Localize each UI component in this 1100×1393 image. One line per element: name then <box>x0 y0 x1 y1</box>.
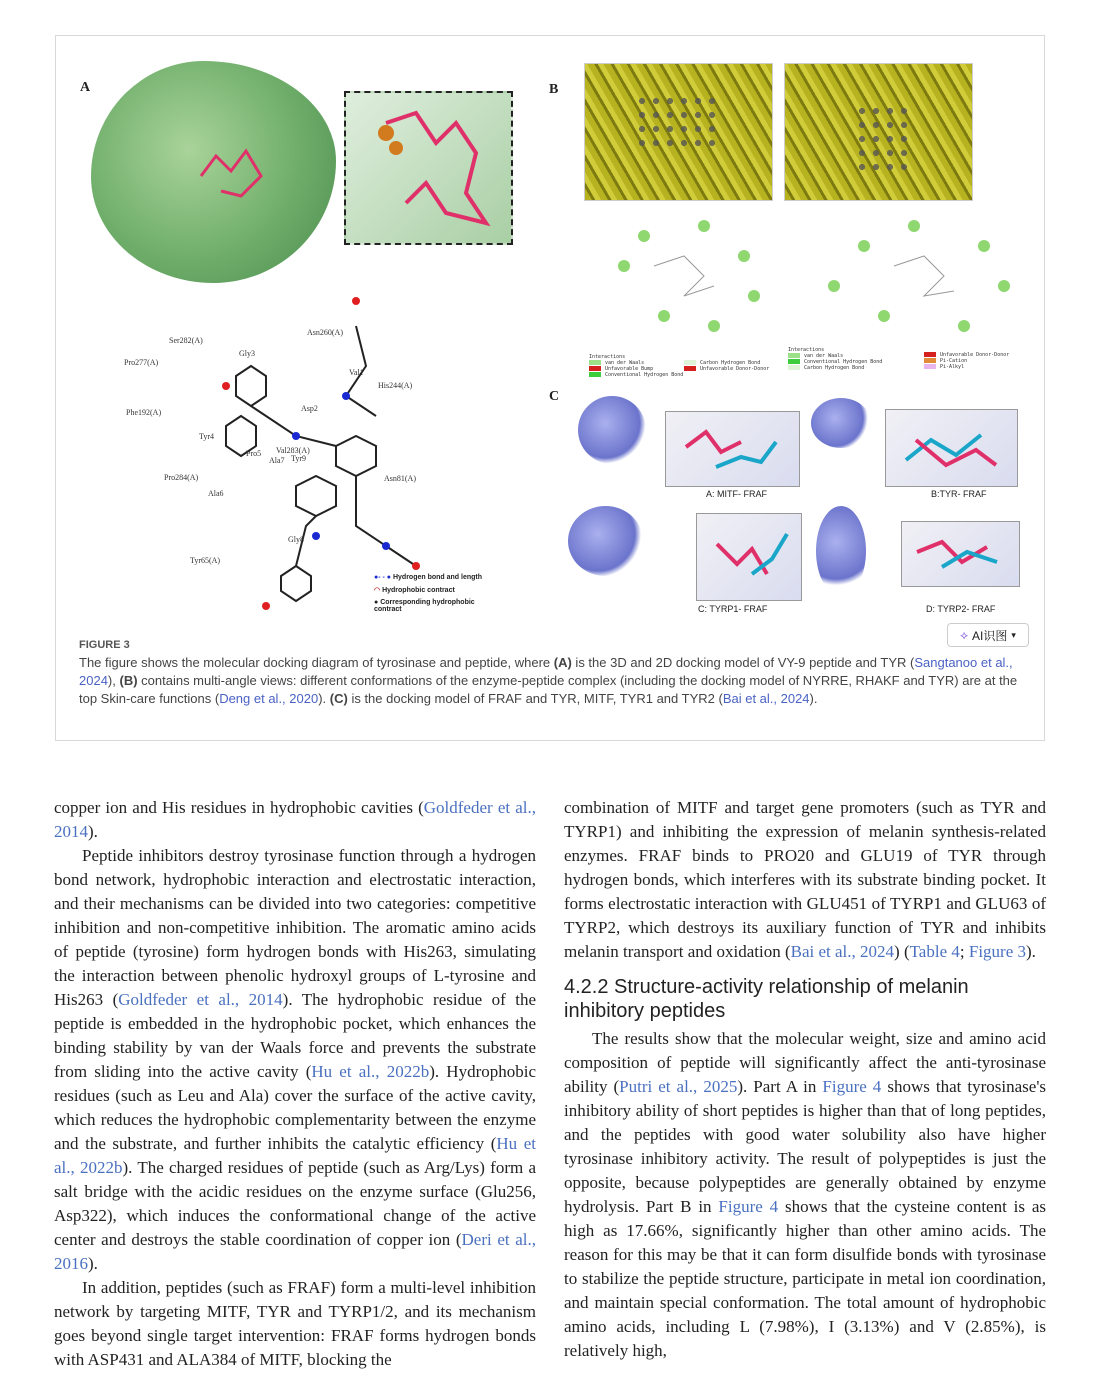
text-run: ), <box>107 673 120 688</box>
citation-link[interactable]: Hu et al., 2022b <box>311 1062 430 1081</box>
docking-3d-view-1 <box>584 63 773 201</box>
citation-link[interactable]: Sangtanoo et al., 2024 <box>79 655 1013 688</box>
text-run: shows that tyrosinase's inhibitory ability of short peptides is higher than that of long peptides, and the peptides with good water solubility also have higher tyrosinase inhibitory activity. The result of polypeptides is just the opposite, because polypeptides are generally obtained by enzyme hydrolysis. Part B in <box>564 1077 1047 1216</box>
tyrp2-3d <box>816 506 866 596</box>
legend-item: ●- - ● Hydrogen bond and length <box>374 574 483 581</box>
tyrp1-3d <box>568 506 643 576</box>
residue-label: Gly3 <box>239 349 255 358</box>
ai-sparkle-icon: ⟡ <box>960 627 969 642</box>
paragraph <box>54 1276 536 1372</box>
text-run: ). <box>809 691 818 706</box>
paragraph <box>564 1027 1046 1363</box>
citation-link[interactable]: Deng et al., 2020 <box>219 691 319 706</box>
text-run: ). Hydrophobic residues (such as Leu and Ala) cover the surface of the active cavity, which reduces the hydrophobic complementarity between the enzyme and the substrate, and further inhibits the catalytic efficiency ( <box>54 1062 536 1153</box>
residue-label: Tyr4 <box>199 432 214 441</box>
panel-c-label: C: TYRP1- FRAF <box>698 604 768 614</box>
binding-site-inset <box>344 91 513 245</box>
citation-link[interactable]: Goldfeder et al., 2014 <box>54 798 537 841</box>
panel-label-b: B <box>549 82 559 97</box>
text-run: In addition, peptides (such as FRAF) form a multi-level inhibition network by targeting MITF, TYR and TYRP1/2, and its mechanism goes beyond single target intervention: FRAF forms hydrogen bonds with ASP431 and ALA384 of MITF, blocking the <box>54 1278 536 1369</box>
citation-link[interactable]: Bai et al., 2024 <box>722 691 810 706</box>
text-run: The figure shows the molecular docking diagram of tyrosinase and peptide, where <box>79 655 554 670</box>
tyr-3d <box>811 398 871 448</box>
residue-label: Tyr9 <box>291 454 306 463</box>
panel-label-a: A <box>80 80 91 95</box>
docking-3d-view-2 <box>784 63 973 201</box>
text-run: ). Part A in <box>737 1077 823 1096</box>
citation-link[interactable]: Figure 4 <box>822 1077 882 1096</box>
mitf-3d <box>578 396 646 464</box>
text-run: is the docking model of FRAF and TYR, MITF, TYR1 and TYR2 ( <box>347 691 723 706</box>
residue-label: Val283(A) <box>276 446 310 455</box>
text-run: contains multi-angle views: different conformations of the enzyme-peptide complex (including the docking model of NYRRE, RHAKF and TYR) are at the top Skin-care functions ( <box>79 673 1018 706</box>
text-run: is the 3D and 2D docking model of VY-9 peptide and TYR ( <box>571 655 915 670</box>
text-run: ). <box>88 1254 98 1273</box>
ai-button-label: AI识图 <box>972 628 1008 643</box>
2d-interaction-maps <box>584 206 1034 346</box>
legend-right: Interactions van der Waals Conventional Hydrogen Bond Carbon Hydrogen Bond <box>788 347 883 371</box>
panel-reference: (B) <box>119 673 138 688</box>
tyr-fraf-closeup <box>885 409 1018 487</box>
residue-label: Asp2 <box>301 404 318 413</box>
residue-label: Ser282(A) <box>169 336 203 345</box>
text-run: ; <box>959 942 969 961</box>
text-run: ). The hydrophobic residue of the peptide is embedded in the hydrophobic pocket, which enhances the binding stability by van der Waals force and prevents the substrate from sliding into the active cavity ( <box>54 990 537 1081</box>
text-run: ). <box>88 822 98 841</box>
citation-link[interactable]: Figure 3 <box>968 942 1026 961</box>
residue-label: Pro284(A) <box>164 473 199 482</box>
tyrp2-fraf-closeup <box>901 521 1020 587</box>
text-run: ). <box>318 691 330 706</box>
panel-reference: (C) <box>329 691 348 706</box>
body-column-left <box>54 796 536 1372</box>
citation-link[interactable]: Hu et al., 2022b <box>54 1134 537 1177</box>
peptide-in-pocket <box>196 136 276 206</box>
residue-label: Val1 <box>349 368 364 377</box>
text-run: The results show that the molecular weight, size and amino acid composition of peptide will significantly affect the anti-tyrosinase ability ( <box>564 1029 1046 1096</box>
citation-link[interactable]: Bai et al., 2024 <box>790 942 895 961</box>
panel-c-label: A: MITF- FRAF <box>706 489 767 499</box>
text-run: Peptide inhibitors destroy tyrosinase function through a hydrogen bond network, hydrophobic interaction and electrostatic interaction, and their mechanisms can be divided into two categories: competitive inhibition and non-competitive inhibition. The aromatic amino acids of peptide (tyrosine) form hydrogen bonds with His263, simulating the interaction between phenolic hydroxyl groups of L-tyrosine and His263 ( <box>54 846 536 1009</box>
paragraph <box>54 844 536 1276</box>
residue-label: Ala6 <box>208 489 224 498</box>
legend-item: ◠ Hydrophobic contract <box>374 587 455 594</box>
figure-3 <box>55 35 1045 741</box>
text-run: combination of MITF and target gene promoters (such as TYR and TYRP1) and inhibiting the expression of melanin synthesis-related enzymes. FRAF binds to PRO20 and GLU19 of TYR through hydrogen bonds, which interferes with its substrate binding pocket. It forms electrostatic interaction with GLU451 of TYRP1 and GLU63 of TYRP2, which destroys its auxiliary function of TYR and inhibits melanin transport and oxidation ( <box>564 798 1046 961</box>
citation-link[interactable]: Table 4 <box>909 942 960 961</box>
residue-label: Tyr65(A) <box>190 556 221 565</box>
residue-label: Pro277(A) <box>124 358 159 367</box>
citation-link[interactable]: Putri et al., 2025 <box>619 1077 738 1096</box>
residue-label: Phe192(A) <box>126 408 162 417</box>
figure-title: FIGURE 3 <box>79 639 130 651</box>
residue-label: His244(A) <box>378 381 413 390</box>
legend-left-2: Carbon Hydrogen Bond Unfavorable Donor-Donor <box>684 360 769 372</box>
paragraph <box>54 796 536 844</box>
residue-label: Asn81(A) <box>384 474 416 483</box>
citation-link[interactable]: Goldfeder et al., 2014 <box>118 990 283 1009</box>
legend-left: Interactions van der Waals Unfavorable Bump Conventional Hydrogen Bond <box>589 354 684 378</box>
text-run: copper ion and His residues in hydrophobic cavities ( <box>54 798 424 817</box>
residue-label: Asn260(A) <box>307 328 343 337</box>
figure-caption <box>79 636 1024 708</box>
residue-label: Ala7 <box>269 456 285 465</box>
text-run: shows that the cysteine content is as high as 17.66%, significantly higher than other amino acids. The reason for this may be that it can form disulfide bonds with tyrosinase to stabilize the peptide structure, participate in metal ion coordination, and maintain special conformation. The total amount of hydrophobic amino acids, including L (7.98%), I (3.13%) and V (2.85%), is relatively high, <box>564 1197 1046 1360</box>
chevron-down-icon: ▾ <box>1011 629 1016 640</box>
tyrp1-fraf-closeup <box>696 513 802 601</box>
section-heading: 4.2.2 Structure-activity relationship of melanin inhibitory peptides <box>564 976 969 1022</box>
panel-a-legend <box>374 574 484 613</box>
text-run: ). The charged residues of peptide (such as Arg/Lys) form a salt bridge with the acidic residues on the enzyme surface (Glu256, Asp322), which induces the conformational change of the active center and destroys the stable coordination of copper ion ( <box>54 1158 536 1249</box>
caption-text <box>79 654 1024 708</box>
residue-label: Gly8 <box>288 535 304 544</box>
mitf-fraf-closeup <box>665 411 800 487</box>
citation-link[interactable]: Deri et al., 2016 <box>54 1230 536 1273</box>
text-run: ) ( <box>894 942 910 961</box>
panel-reference: (A) <box>553 655 572 670</box>
residue-label: Pro5 <box>246 449 262 458</box>
body-column-right <box>564 796 1046 1363</box>
panel-c-label: B:TYR- FRAF <box>931 489 987 499</box>
panel-label-c: C <box>549 389 560 404</box>
citation-link[interactable]: Figure 4 <box>718 1197 779 1216</box>
text-run: ). <box>1026 942 1036 961</box>
panel-c-label: D: TYRP2- FRAF <box>926 604 996 614</box>
legend-item: ● Corresponding hydrophobic contract <box>374 599 475 613</box>
legend-right-2: Unfavorable Donor-Donor Pi-Cation Pi-Alkyl <box>924 352 1009 370</box>
paragraph <box>564 796 1046 964</box>
